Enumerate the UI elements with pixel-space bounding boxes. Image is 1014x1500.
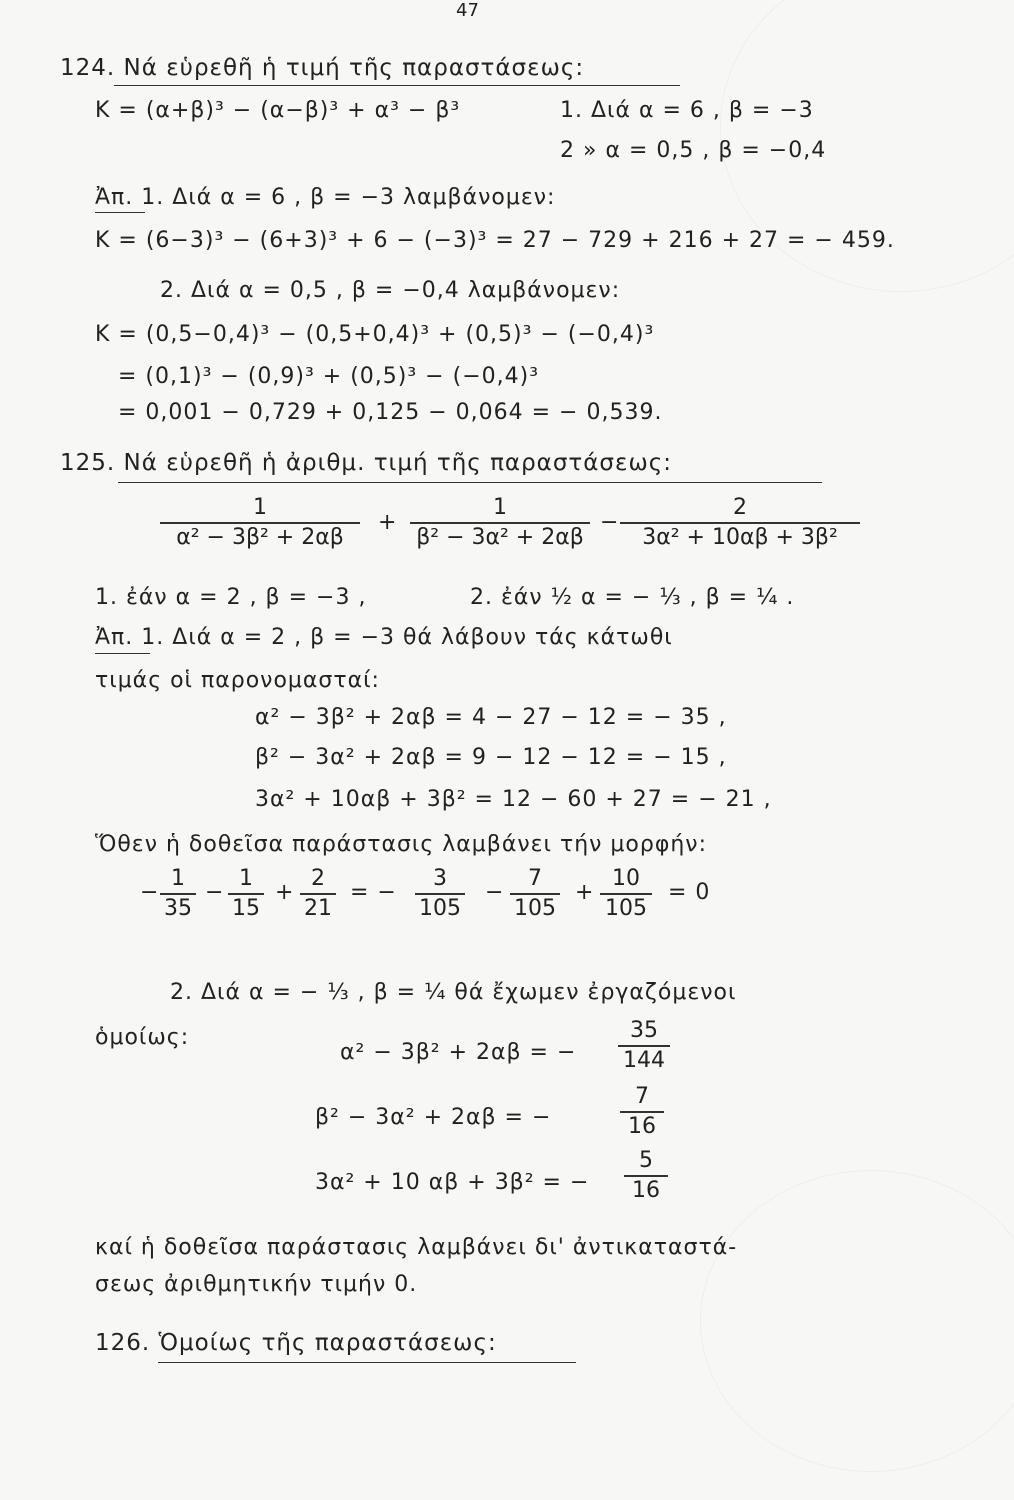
denominator: 15 xyxy=(232,895,260,921)
answer-underline xyxy=(95,212,145,213)
fraction-bar xyxy=(510,893,560,895)
problem-125-then: Ὅθεν ἡ δοθεῖσα παράστασις λαμβάνει τήν μορφήν: xyxy=(95,832,707,857)
problem-124-answer-1: Ἀπ. 1. Διά α = 6 , β = −3 λαμβάνομεν: xyxy=(95,185,556,210)
case-2-fraction-3 xyxy=(624,1148,668,1204)
problem-124-answer-2-line-1: K = (0,5−0,4)³ − (0,5+0,4)³ + (0,5)³ − (−0,4)³ xyxy=(95,322,655,347)
fraction-bar xyxy=(160,522,360,524)
fraction-bar xyxy=(228,893,264,895)
result-fraction-e xyxy=(510,866,560,922)
problem-125-heading: 125. Νά εὑρεθῆ ἡ ἀριθμ. τιμή τῆς παραστάσεως: xyxy=(60,450,672,476)
numerator: 35 xyxy=(630,1018,658,1043)
case-2-fraction-1 xyxy=(618,1018,670,1074)
problem-125-case-2: 2. ἐάν ½ α = − ⅓ , β = ¼ . xyxy=(470,585,795,610)
fraction-1-denominator: α² − 3β² + 2αβ xyxy=(176,524,344,550)
fraction-1 xyxy=(160,495,360,551)
problem-124-expression: K = (α+β)³ − (α−β)³ + α³ − β³ xyxy=(95,98,461,123)
fraction-3 xyxy=(620,495,860,551)
denominator-value-2: β² − 3α² + 2αβ = 9 − 12 − 12 = − 15 , xyxy=(255,745,727,770)
similarly: ὁμοίως: xyxy=(95,1025,190,1050)
fraction-bar xyxy=(160,893,196,895)
minus-sign: − xyxy=(205,880,225,905)
minus-sign: − xyxy=(140,880,160,905)
numerator: 3 xyxy=(433,866,447,891)
numerator: 1 xyxy=(171,866,185,891)
fraction-bar xyxy=(300,893,336,895)
problem-124-answer-2-line-3: = 0,001 − 0,729 + 0,125 − 0,064 = − 0,539. xyxy=(118,400,663,425)
problem-125-answer-intro: Ἀπ. 1. Διά α = 2 , β = −3 θά λάβουν τάς κάτωθι xyxy=(95,625,673,650)
fraction-2-denominator: β² − 3α² + 2αβ xyxy=(416,524,584,550)
numerator: 7 xyxy=(635,1084,649,1109)
numerator: 1 xyxy=(239,866,253,891)
plus-sign: + xyxy=(378,510,398,535)
denominator: 105 xyxy=(419,895,461,921)
denominator: 16 xyxy=(632,1177,660,1203)
fraction-2-numerator: 1 xyxy=(493,495,507,520)
page-number: 47 xyxy=(456,0,479,21)
denominator: 105 xyxy=(514,895,556,921)
fraction-bar xyxy=(624,1175,668,1177)
fraction-3-denominator: 3α² + 10αβ + 3β² xyxy=(642,524,838,550)
minus-sign: − xyxy=(600,510,620,535)
result-fraction-f xyxy=(600,866,652,922)
plus-sign: + xyxy=(275,880,295,905)
plus-sign: + xyxy=(575,880,595,905)
result-fraction-b xyxy=(228,866,264,922)
answer-underline xyxy=(95,653,150,654)
denominator: 105 xyxy=(605,895,647,921)
fraction-bar xyxy=(620,1111,664,1113)
fraction-3-numerator: 2 xyxy=(733,495,747,520)
case-2-expression-3: 3α² + 10 αβ + 3β² = − xyxy=(315,1170,590,1195)
equals-zero: = 0 xyxy=(668,880,711,905)
equals-sign: = − xyxy=(350,880,397,905)
denominator: 21 xyxy=(304,895,332,921)
fraction-1-numerator: 1 xyxy=(253,495,267,520)
problem-124-answer-2: 2. Διά α = 0,5 , β = −0,4 λαμβάνομεν: xyxy=(160,278,621,303)
problem-124-case-2: 2 » α = 0,5 , β = −0,4 xyxy=(560,138,827,163)
numerator: 10 xyxy=(612,866,640,891)
conclusion-line-1: καί ἡ δοθεῖσα παράστασις λαμβάνει δι' ἀντικαταστά- xyxy=(95,1235,738,1260)
fraction-bar xyxy=(415,893,465,895)
numerator: 2 xyxy=(311,866,325,891)
fraction-bar xyxy=(410,522,590,524)
problem-125-case-1: 1. ἐάν α = 2 , β = −3 , xyxy=(95,585,367,610)
denominator: 144 xyxy=(623,1047,665,1073)
problem-125-answer-intro-2: τιμάς οἱ παρονομασταί: xyxy=(95,668,380,693)
minus-sign: − xyxy=(485,880,505,905)
case-2-expression-2: β² − 3α² + 2αβ = − xyxy=(315,1105,552,1130)
denominator: 16 xyxy=(628,1113,656,1139)
heading-underline xyxy=(118,482,822,483)
case-2-fraction-2 xyxy=(620,1084,664,1140)
fraction-bar xyxy=(620,522,860,524)
fraction-2 xyxy=(410,495,590,551)
numerator: 5 xyxy=(639,1148,653,1173)
numerator: 7 xyxy=(528,866,542,891)
denominator-value-1: α² − 3β² + 2αβ = 4 − 27 − 12 = − 35 , xyxy=(255,705,727,730)
problem-124-answer-2-line-2: = (0,1)³ − (0,9)³ + (0,5)³ − (−0,4)³ xyxy=(118,364,540,389)
heading-underline xyxy=(158,1362,576,1363)
problem-125-case-2-intro: 2. Διά α = − ⅓ , β = ¼ θά ἔχωμεν ἐργαζόμενοι xyxy=(170,980,737,1005)
fraction-bar xyxy=(600,893,652,895)
result-fraction-c xyxy=(300,866,336,922)
result-fraction-a xyxy=(160,866,196,922)
denominator: 35 xyxy=(164,895,192,921)
problem-126-heading: 126. Ὁμοίως τῆς παραστάσεως: xyxy=(95,1330,497,1356)
problem-124-case-1: 1. Διά α = 6 , β = −3 xyxy=(560,98,814,123)
conclusion-line-2: σεως ἀριθμητικήν τιμήν 0. xyxy=(95,1272,418,1297)
case-2-expression-1: α² − 3β² + 2αβ = − xyxy=(340,1040,577,1065)
heading-underline xyxy=(114,85,680,86)
page-stain xyxy=(700,1170,1014,1472)
fraction-bar xyxy=(618,1045,670,1047)
denominator-value-3: 3α² + 10αβ + 3β² = 12 − 60 + 27 = − 21 , xyxy=(255,787,772,812)
result-fraction-d xyxy=(415,866,465,922)
problem-124-heading: 124. Νά εὑρεθῆ ἡ τιμή τῆς παραστάσεως: xyxy=(60,55,585,81)
problem-124-answer-1-calc: K = (6−3)³ − (6+3)³ + 6 − (−3)³ = 27 − 729 + 216 + 27 = − 459. xyxy=(95,228,895,253)
